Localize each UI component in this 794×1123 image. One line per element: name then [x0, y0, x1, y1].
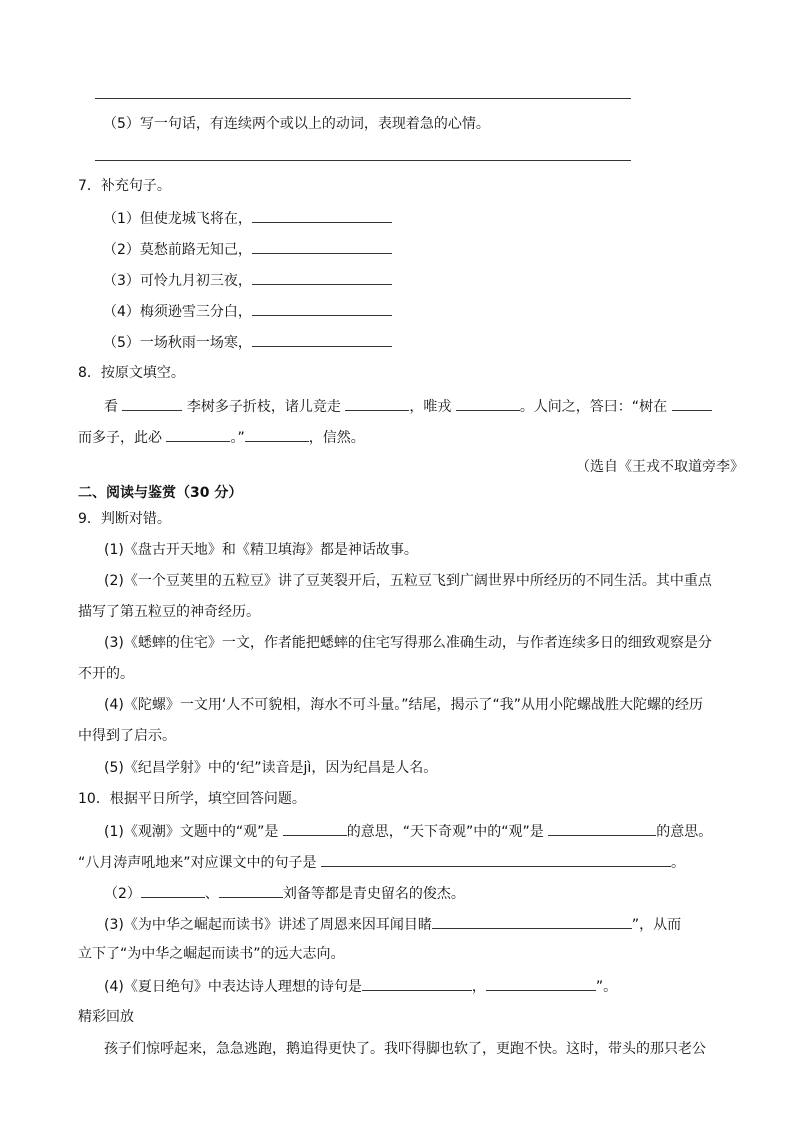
fill-blank[interactable]: [252, 301, 392, 316]
q10-title: 10．根据平日所学，填空回答问题。: [78, 791, 306, 807]
q9-item-5: (5)《纪昌学射》中的‘纪”读音是jì，因为纪昌是人名。: [104, 760, 438, 776]
fill-blank[interactable]: [362, 976, 472, 991]
q10-item-1: [104, 821, 712, 841]
q9-item-1: (1)《盘古开天地》和《精卫填海》都是神话故事。: [104, 542, 418, 558]
q10-text: 、: [204, 886, 219, 902]
q9-title: 9．判断对错。: [78, 511, 171, 527]
q8-line-2: [78, 427, 365, 447]
q7-item-5: [103, 332, 392, 352]
q6-item-5: （5）写一句话，有连续两个或以上的动词，表现着急的心情。: [103, 116, 490, 132]
q8-line-1: [104, 396, 712, 416]
q8-text: ，信然。: [308, 430, 365, 446]
q10-item-2: [104, 883, 465, 903]
q10-text: ，: [471, 979, 486, 995]
reading-paragraph: 孩子们惊呼起来，急急逃跑，鹅追得更快了。我吓得脚也软了，更跑不快。这时，带头的那只老公: [104, 1041, 706, 1057]
q9-item-4: (4)《陀螺》一文用‘人不可貌相，海水不可斗量。”结尾，揭示了“我”从用小陀螺战胜大陀螺的经历: [104, 697, 704, 713]
q10-text: ”。: [595, 979, 618, 995]
q10-text: 。: [670, 855, 685, 871]
q10-text: （2）: [104, 886, 141, 902]
q10-text: 的意思。: [656, 824, 713, 840]
q8-source: （选自《王戎不取道旁李》: [576, 459, 744, 475]
q10-item-4: [104, 976, 617, 996]
q10-text: (4)《夏日绝句》中表达诗人理想的诗句是: [104, 979, 362, 995]
fill-blank[interactable]: [245, 427, 309, 442]
q9-item-3-cont: 不开的。: [78, 666, 134, 682]
fill-blank[interactable]: [252, 239, 392, 254]
q7-item-2: [103, 239, 392, 259]
q7-item-text: （2）莫愁前路无知己，: [103, 242, 252, 258]
q7-item-4: [103, 301, 392, 321]
q9-item-2: (2)《一个豆荚里的五粒豆》讲了豆荚裂开后，五粒豆飞到广阔世界中所经历的不同生活。其中重点: [104, 573, 712, 589]
fill-blank[interactable]: [486, 976, 596, 991]
q7-item-1: [103, 208, 392, 228]
q7-item-text: （4）梅须逊雪三分白，: [103, 304, 252, 320]
q8-text: 。人问之，答曰：“树在: [519, 399, 672, 415]
q7-item-text: （3）可怜九月初三夜，: [103, 273, 252, 289]
answer-line: [95, 160, 631, 161]
fill-blank[interactable]: [432, 914, 632, 929]
fill-blank[interactable]: [672, 396, 712, 411]
q9-item-3: (3)《蟋蟀的住宅》一文，作者能把蟋蟀的住宅写得那么准确生动，与作者连续多日的细致观察是分: [104, 635, 712, 651]
q8-text: ，唯戎: [409, 399, 456, 415]
fill-blank[interactable]: [219, 883, 283, 898]
fill-blank[interactable]: [166, 427, 230, 442]
q10-text: ”，从而: [631, 917, 682, 933]
q7-item-text: （5）一场秋雨一场寒，: [103, 335, 252, 351]
q10-item-1-cont: [78, 852, 685, 872]
q8-text: 。”: [230, 430, 245, 446]
section-2-title: 二、阅读与鉴赏（30 分）: [78, 485, 243, 501]
q10-text: (3)《为中华之崛起而读书》讲述了周恩来因耳闻目睹: [104, 917, 432, 933]
q8-title: 8．按原文填空。: [78, 365, 185, 381]
q7-item-text: （1）但使龙城飞将在，: [103, 211, 252, 227]
q10-item-3-cont: 立下了“为中华之崛起而读书”的远大志向。: [78, 946, 345, 962]
q8-text: 李树多子折枝，诸儿竞走: [186, 399, 346, 415]
fill-blank[interactable]: [548, 821, 656, 836]
q9-item-2-cont: 描写了第五粒豆的神奇经历。: [78, 604, 260, 620]
q10-text: 刘备等都是青史留名的俊杰。: [282, 886, 465, 902]
q10-text: “八月涛声吼地来”对应课文中的句子是: [78, 855, 321, 871]
q10-item-3: [104, 914, 681, 934]
fill-blank[interactable]: [345, 396, 409, 411]
fill-blank[interactable]: [456, 396, 520, 411]
fill-blank[interactable]: [252, 332, 392, 347]
q8-text: 看: [104, 399, 123, 415]
q9-item-4-cont: 中得到了启示。: [78, 728, 176, 744]
answer-line: [95, 98, 631, 99]
fill-blank[interactable]: [283, 821, 347, 836]
fill-blank[interactable]: [141, 883, 205, 898]
fill-blank[interactable]: [321, 852, 671, 867]
q7-item-3: [103, 270, 392, 290]
q10-text: 的意思，“天下奇观”中的“观”是: [346, 824, 549, 840]
fill-blank[interactable]: [252, 208, 392, 223]
fill-blank[interactable]: [252, 270, 392, 285]
q7-title: 7．补充句子。: [78, 178, 171, 194]
q10-text: (1)《观潮》文题中的“观”是: [104, 824, 283, 840]
reading-title: 精彩回放: [78, 1009, 134, 1025]
q8-text: 而多子，此必: [78, 430, 167, 446]
fill-blank[interactable]: [122, 396, 182, 411]
